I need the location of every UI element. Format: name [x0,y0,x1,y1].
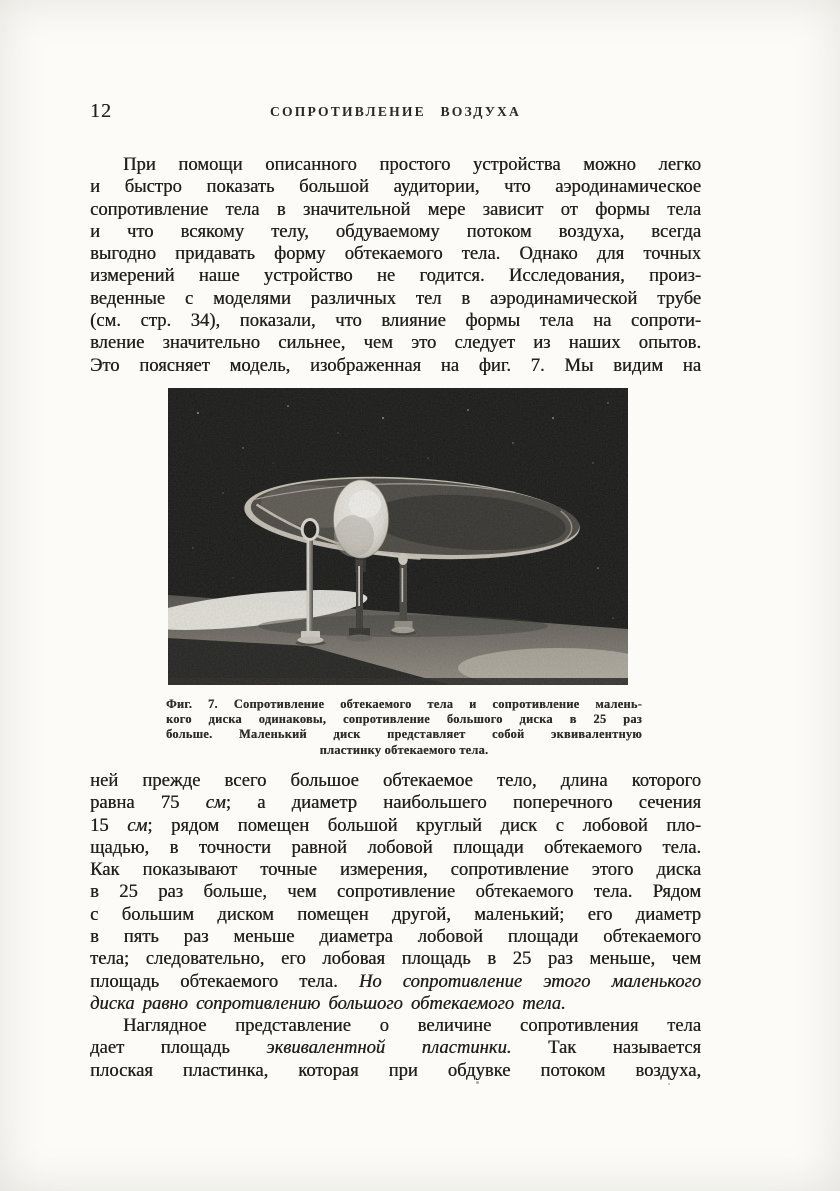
text-line: и что всякому телу, обдуваемому потоком воздуха, всегда [90,220,701,242]
text-segment-italic: эквивалентной пластинки. [266,1037,512,1059]
caption-line: больше. Маленький диск представляет собой эквивалентную [166,727,642,742]
figure-7-photo [168,388,628,685]
text-segment-italic: см [127,814,148,836]
text-line: плоская пластинка, которая при обдувке потоком воздуха, [90,1059,701,1081]
text-line: в 25 раз больше, чем сопротивление обтекаемого тела. Рядом [90,881,701,903]
page-number: 12 [90,100,112,122]
text-line: и быстро показать большой аудитории, что аэродинамическое [90,176,701,198]
text-line: ней прежде всего большое обтекаемое тело, длина которого [90,770,701,791]
text-line: сопротивление тела в значительной мере зависит от формы тела [90,198,701,220]
text-line [90,815,701,837]
text-line: Наглядное представление о величине сопротивления тела [123,1015,701,1036]
text-line [90,792,701,814]
text-segment: дает площадь [90,1037,267,1059]
text-line: вление значительно сильнее, чем это следует из наших опытов. [90,332,701,354]
figure-7 [168,388,628,685]
running-header: СОПРОТИВЛЕНИЕ ВОЗДУХА [269,104,522,119]
text-segment-italic: см [205,792,226,814]
ink-speck [476,1081,479,1084]
text-line: При помощи описанного простого устройства можно легко [123,154,701,175]
text-line: с большим диском помещен другой, маленький; его диаметр [90,903,701,925]
text-line: веденные с моделями различных тел в аэродинамической трубе [90,287,701,309]
text-line: щадью, в точности равной лобовой площади обтекаемого тела. [90,836,701,858]
text-line: Это поясняет модель, изображенная на фиг. 7. Мы видим на [90,354,701,376]
text-line: измерений наше устройство не годится. Исследования, произ- [90,265,701,287]
text-segment: 15 [90,814,128,836]
text-line: Как показывают точные измерения, сопротивление этого диска [90,859,701,881]
paragraph-3 [90,1015,701,1082]
text-line: в пять раз меньше диаметра лобовой площади обтекаемого [90,926,701,948]
text-segment: равна 75 [90,792,206,814]
text-segment: Так называется [511,1037,701,1059]
text-line: тела; следовательно, его лобовая площадь в 25 раз меньше, чем [90,948,701,970]
text-line [90,1037,701,1059]
caption-line: кого диска одинаковы, сопротивление большого диска в 25 раз [166,712,642,727]
text-segment-italic: Но сопротивление этого маленького [358,970,701,992]
text-segment: ; а диаметр наибольшего поперечного сечения [225,792,701,814]
film-grain-dark [168,388,628,685]
text-line [90,971,701,993]
text-segment-italic: диска равно сопротивлению большого обтекаемого тела. [90,992,566,1014]
text-line [90,993,701,1015]
paragraph-1 [90,154,701,377]
text-segment: площадь обтекаемого тела. [90,970,359,992]
text-segment: ; рядом помещен большой круглый диск с лобовой пло- [147,814,701,836]
caption-line: Фиг. 7. Сопротивление обтекаемого тела и сопротивление малень- [166,697,642,711]
ink-speck [668,1083,670,1085]
caption-line: пластинку обтекаемого тела. [319,742,489,757]
text-line: (см. стр. 34), показали, что влияние формы тела на сопроти- [90,310,701,332]
text-line: выгодно придавать форму обтекаемого тела. Однако для точных [90,243,701,265]
paragraph-2 [90,770,701,1015]
figure-7-caption [166,697,642,758]
